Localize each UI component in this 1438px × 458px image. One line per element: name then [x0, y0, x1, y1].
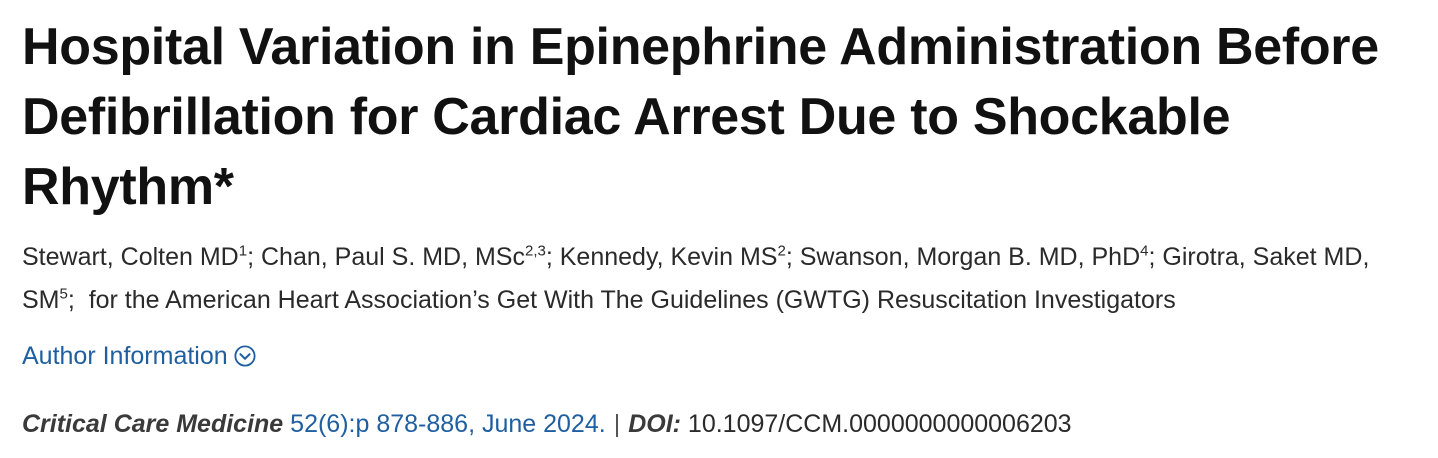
author-group: for the American Heart Association’s Get With The Guidelines (GWTG) Resuscitation Investigators — [88, 286, 1176, 314]
article-title: Hospital Variation in Epinephrine Administration Before Defibrillation for Cardiac Arrest Due to Shockable Rhythm* — [22, 18, 1379, 216]
author-affiliation: 5 — [59, 285, 68, 303]
issue-link[interactable]: 52(6):p 878-886, June 2024. — [290, 410, 606, 438]
author-name: Chan, Paul S. MD, MSc — [261, 243, 525, 271]
author-list: Stewart, Colten $MD^1$; Chan, Paul S. MD, MSc$^{2,3}$; Kennedy, Kevin $MS^2$; Swanson, Morgan B. MD, PhD$^4$; Girotra, Saket MD, $SM^5$; for the American Heart Association’s Get With The Guidelines (GWTG) Resuscitation Investigators — [22, 242, 1370, 314]
author-affiliation: 2 — [777, 242, 786, 260]
citation-separator: | — [613, 410, 621, 438]
author-information-toggle[interactable] — [22, 339, 256, 373]
author-affiliation: 2,3 — [524, 242, 546, 260]
author-affiliation: 4 — [1140, 242, 1149, 260]
author-information-label: Author Information — [22, 342, 228, 370]
author-name: Kennedy, Kevin MS — [559, 243, 778, 271]
doi-label: DOI: — [628, 410, 681, 438]
article-header — [22, 12, 1422, 441]
chevron-down-circle-icon — [234, 345, 256, 367]
citation-line — [22, 407, 1422, 441]
author-name: Stewart, Colten MD — [22, 243, 239, 271]
author-name: Girotra, Saket MD, SM — [22, 243, 1370, 314]
doi-value: 10.1097/CCM.0000000000006203 — [687, 410, 1072, 438]
journal-name: Critical Care Medicine — [22, 410, 284, 438]
author-affiliation: 1 — [238, 242, 248, 260]
author-name: Swanson, Morgan B. MD, PhD — [799, 243, 1141, 271]
